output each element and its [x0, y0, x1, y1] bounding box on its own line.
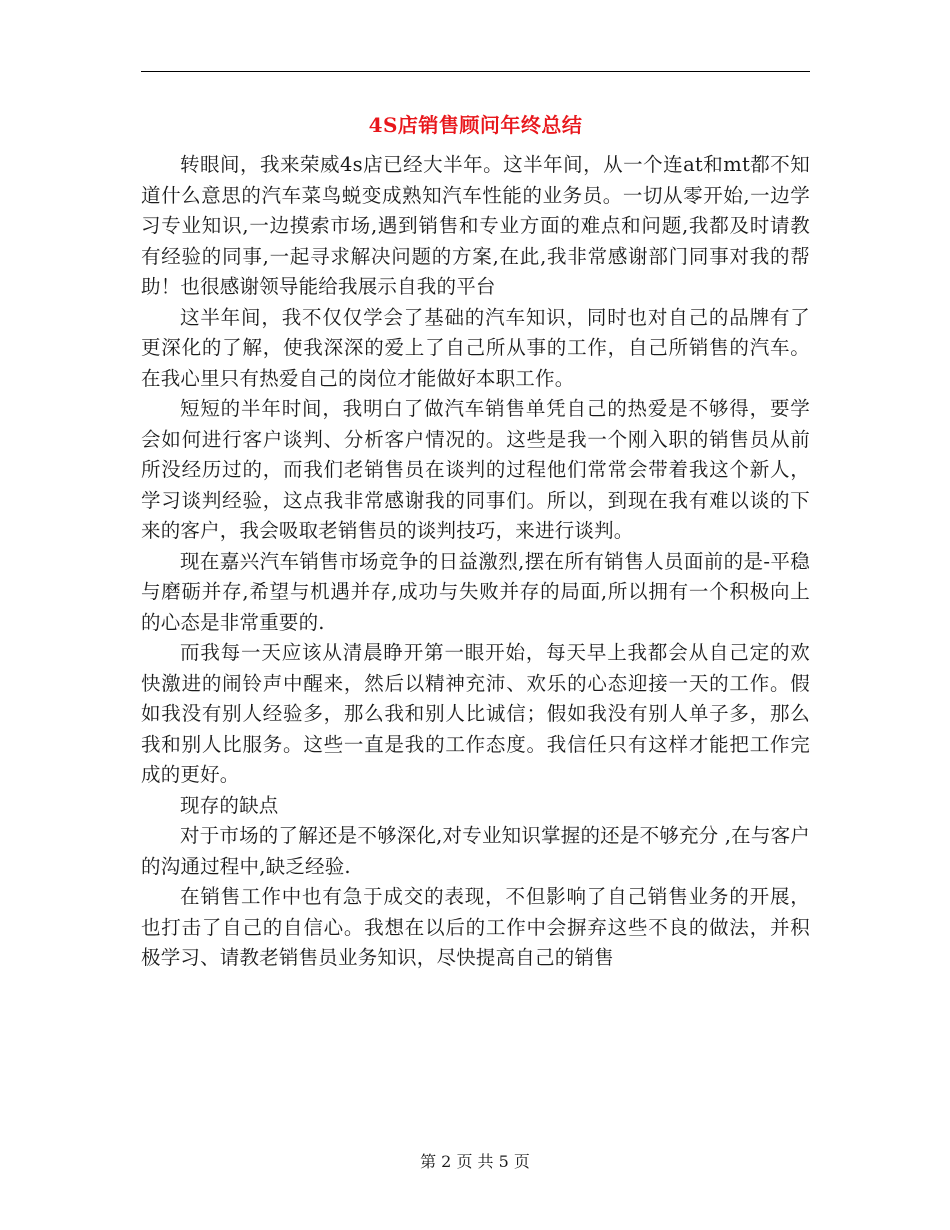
paragraph: 而我每一天应该从清晨睁开第一眼开始，每天早上我都会从自己定的欢快激进的闹铃声中醒来，然后以精神充沛、欢乐的心态迎接一天的工作。假如我没有别人经验多，那么我和别人比诚信；假如我没有别人单子多，那么我和别人比服务。这些一直是我的工作态度。我信任只有这样才能把工作完成的更好。 [141, 641, 810, 786]
paragraph: 在销售工作中也有急于成交的表现，不但影响了自己销售业务的开展，也打击了自己的自信心。我想在以后的工作中会摒弃这些不良的做法，并积极学习、请教老销售员业务知识，尽快提高自己的销售 [141, 885, 810, 969]
section-heading: 现存的缺点 [180, 793, 279, 817]
paragraph: 这半年间，我不仅仅学会了基础的汽车知识，同时也对自己的品牌有了更深化的了解，使我深深的爱上了自己所从事的工作，自己所销售的汽车。在我心里只有热爱自己的岗位才能做好本职工作。 [141, 305, 810, 390]
paragraph: 现在嘉兴汽车销售市场竞争的日益激烈,摆在所有销售人员面前的是-平稳与磨砺并存,希望与机遇并存,成功与失败并存的局面,所以拥有一个积极向上的心态是非常重要的. [141, 549, 810, 634]
page-number-footer: 第 2 页 共 5 页 [420, 1152, 530, 1171]
header-rule [141, 71, 810, 72]
paragraph: 转眼间，我来荣威4s店已经大半年。这半年间，从一个连at和mt都不知道什么意思的汽车菜鸟蜕变成熟知汽车性能的业务员。一切从零开始,一边学习专业知识,一边摸索市场,遇到销售和专业方面的难点和问题,我都及时请教有经验的同事,一起寻求解决问题的方案,在此,我非常感谢部门同事对我的帮助！也很感谢领导能给我展示自我的平台 [141, 153, 810, 298]
paragraph: 短短的半年时间，我明白了做汽车销售单凭自己的热爱是不够得，要学会如何进行客户谈判、分析客户情况的。这些是我一个刚入职的销售员从前所没经历过的，而我们老销售员在谈判的过程他们常常会带着我这个新人，学习谈判经验，这点我非常感谢我的同事们。所以，到现在我有难以谈的下来的客户，我会吸取老销售员的谈判技巧，来进行谈判。 [141, 397, 810, 542]
document-title: 4S店销售顾问年终总结 [368, 113, 583, 137]
document-body [141, 150, 810, 974]
paragraph: 对于市场的了解还是不够深化,对专业知识掌握的还是不够充分 ,在与客户的沟通过程中,缺乏经验. [141, 824, 810, 878]
